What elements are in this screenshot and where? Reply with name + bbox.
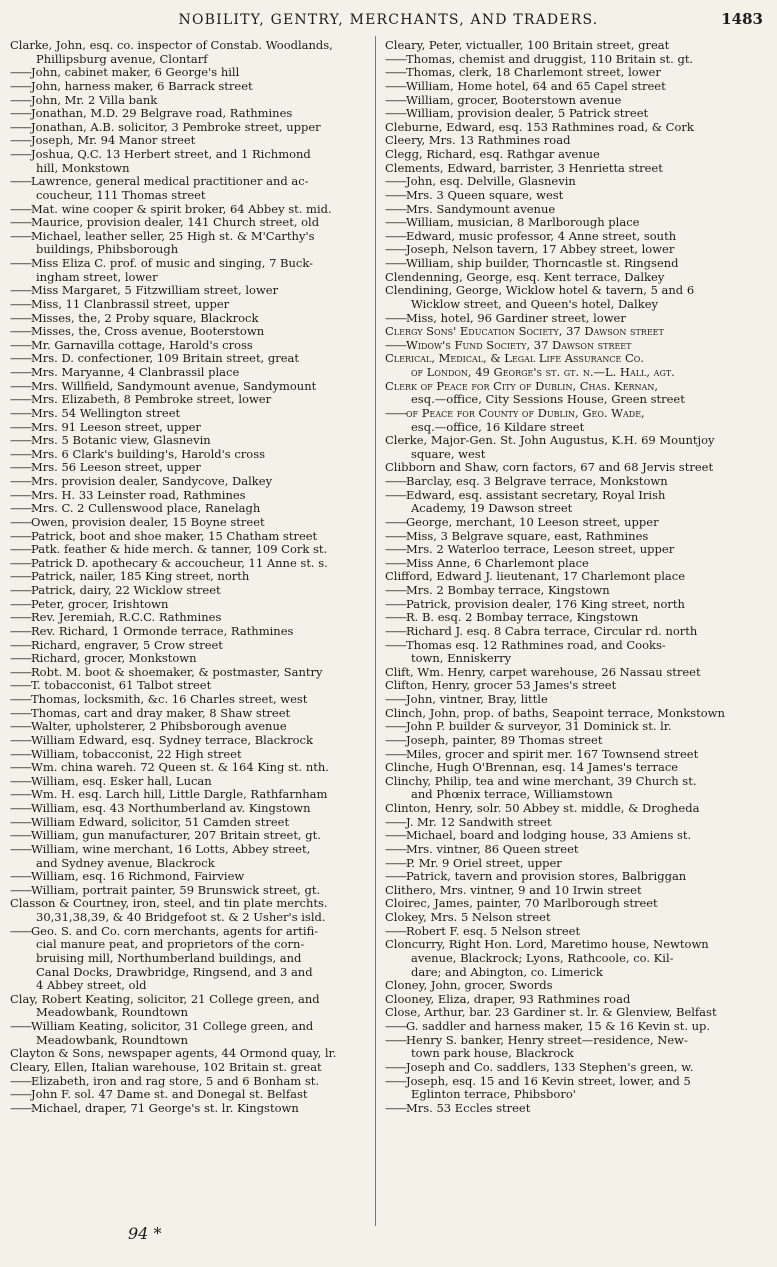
- directory-entry: —— Widow's Fund Society, 37 Dawson street: [385, 339, 745, 353]
- directory-entry: —— Wm. china wareh. 72 Queen st. & 164 King st. nth.: [10, 761, 370, 775]
- directory-entry: —— G. saddler and harness maker, 15 & 16 Kevin st. up.: [385, 1020, 745, 1034]
- directory-entry: cial manure peat, and proprietors of the corn-: [36, 938, 305, 952]
- directory-entry: Clifford, Edward J. lieutenant, 17 Charlemont place: [385, 570, 685, 584]
- directory-entry: —— William, esq. 43 Northumberland av. Kingstown: [10, 802, 370, 816]
- directory-entry: —— Joseph, Mr. 94 Manor street: [10, 134, 370, 148]
- directory-column-right: [385, 39, 745, 1219]
- directory-entry: —— Mrs. 91 Leeson street, upper: [10, 421, 370, 435]
- directory-entry: Clay, Robert Keating, solicitor, 21 College green, and: [10, 992, 320, 1006]
- directory-entry: Wicklow street, and Queen's hotel, Dalkey: [411, 297, 658, 311]
- directory-entry: —— Miss, 3 Belgrave square, east, Rathmines: [385, 530, 745, 544]
- directory-entry: Clergy Sons' Education Society, 37 Dawson street: [385, 325, 664, 339]
- directory-entry: —— T. tobacconist, 61 Talbot street: [10, 679, 370, 693]
- directory-entry: Clerical, Medical, & Legal Life Assurance Co.: [385, 352, 645, 366]
- page-header: [0, 10, 777, 34]
- directory-entry: Clift, Wm. Henry, carpet warehouse, 26 Nassau street: [385, 665, 701, 679]
- directory-entry: Cleary, Peter, victualler, 100 Britain street, great: [385, 39, 670, 52]
- directory-entry: —— Walter, upholsterer, 2 Phibsborough avenue: [10, 720, 370, 734]
- directory-entry: —— Mrs. 6 Clark's building's, Harold's cross: [10, 448, 370, 462]
- directory-entry: —— William Keating, solicitor, 31 College green, and: [10, 1020, 370, 1034]
- directory-entry: Clendenning, George, esq. Kent terrace, Dalkey: [385, 270, 665, 284]
- directory-entry: Clegg, Richard, esq. Rathgar avenue: [385, 148, 600, 161]
- directory-entry: town, Enniskerry: [411, 652, 512, 666]
- directory-entry: Cleary, Ellen, Italian warehouse, 102 Britain st. great: [10, 1060, 322, 1074]
- directory-entry: —— Lawrence, general medical practitioner and ac-: [10, 175, 370, 189]
- directory-entry: Clithero, Mrs. vintner, 9 and 10 Irwin street: [385, 883, 642, 897]
- directory-entry: —— Michael, draper, 71 George's st. lr. Kingstown: [10, 1102, 370, 1116]
- directory-entry: —— Rev. Richard, 1 Ormonde terrace, Rathmines: [10, 625, 370, 639]
- directory-entry: —— Jonathan, A.B. solicitor, 3 Pembroke street, upper: [10, 121, 370, 135]
- directory-entry: Clinche, Hugh O'Brennan, esq. 14 James's terrace: [385, 761, 679, 775]
- directory-entry: —— Patrick, tavern and provision stores, Balbriggan: [385, 870, 745, 884]
- directory-entry: —— Owen, provision dealer, 15 Boyne street: [10, 516, 370, 530]
- directory-entry: —— William, ship builder, Thorncastle st. Ringsend: [385, 257, 745, 271]
- directory-entry: Clokey, Mrs. 5 Nelson street: [385, 911, 551, 924]
- directory-entry: —— Mrs. 56 Leeson street, upper: [10, 461, 370, 475]
- directory-entry: —— Miss, hotel, 96 Gardiner street, lower: [385, 312, 745, 326]
- directory-entry: Meadowbank, Roundtown: [36, 1006, 189, 1020]
- directory-entry: —— William, grocer, Booterstown avenue: [385, 94, 745, 108]
- directory-entry: Academy, 19 Dawson street: [411, 502, 573, 516]
- directory-entry: —— Misses, the, 2 Proby square, Blackrock: [10, 312, 370, 326]
- directory-entry: —— Wm. H. esq. Larch hill, Little Dargle, Rathfarnham: [10, 788, 370, 802]
- directory-entry: —— Richard J. esq. 8 Cabra terrace, Circular rd. north: [385, 625, 745, 639]
- directory-entry: Cloney, John, grocer, Swords: [385, 979, 553, 993]
- directory-entry: bruising mill, Northumberland buildings, and: [36, 951, 302, 965]
- directory-entry: town park house, Blackrock: [411, 1047, 574, 1061]
- directory-entry: —— John, vintner, Bray, little: [385, 693, 745, 707]
- directory-entry: —— John, esq. Delville, Glasnevin: [385, 175, 745, 189]
- directory-entry: —— Patk. feather & hide merch. & tanner, 109 Cork st.: [10, 543, 370, 557]
- directory-entry: —— Michael, board and lodging house, 33 Amiens st.: [385, 829, 745, 843]
- directory-entry: —— Richard, engraver, 5 Crow street: [10, 639, 370, 653]
- directory-entry: Phillipsburg avenue, Clontarf: [36, 52, 208, 66]
- directory-entry: —— Mrs. 3 Queen square, west: [385, 189, 745, 203]
- directory-entry: —— Mrs. 2 Bombay terrace, Kingstown: [385, 584, 745, 598]
- directory-entry: esq.—office, City Sessions House, Green street: [411, 393, 685, 407]
- directory-entry: —— Thomas, chemist and druggist, 110 Britain st. gt.: [385, 53, 745, 67]
- directory-entry: Clerke, Major-Gen. St. John Augustus, K.H. 69 Mountjoy: [385, 434, 715, 448]
- directory-entry: —— Mrs. Maryanne, 4 Clanbrassil place: [10, 366, 370, 380]
- directory-entry: —— R. B. esq. 2 Bombay terrace, Kingstown: [385, 611, 745, 625]
- directory-entry: —— John, harness maker, 6 Barrack street: [10, 80, 370, 94]
- directory-entry: —— P. Mr. 9 Oriel street, upper: [385, 857, 745, 871]
- directory-entry: Clibborn and Shaw, corn factors, 67 and 68 Jervis street: [385, 461, 714, 475]
- directory-entry: —— William Edward, esq. Sydney terrace, Blackrock: [10, 734, 370, 748]
- directory-entry: Cloirec, James, painter, 70 Marlborough street: [385, 897, 658, 911]
- directory-entry: —— Rev. Jeremiah, R.C.C. Rathmines: [10, 611, 370, 625]
- directory-entry: —— William, provision dealer, 5 Patrick street: [385, 107, 745, 121]
- directory-entry: —— Thomas, clerk, 18 Charlemont street, lower: [385, 66, 745, 80]
- directory-entry: —— John, cabinet maker, 6 George's hill: [10, 66, 370, 80]
- directory-entry: Meadowbank, Roundtown: [36, 1033, 189, 1047]
- directory-entry: buildings, Phibsborough: [36, 243, 179, 257]
- directory-entry: —— Mrs. Willfield, Sandymount avenue, Sandymount: [10, 380, 370, 394]
- directory-entry: —— Miss Margaret, 5 Fitzwilliam street, lower: [10, 284, 370, 298]
- directory-entry: —— Mrs. provision dealer, Sandycove, Dalkey: [10, 475, 370, 489]
- directory-entry: —— Mrs. 2 Waterloo terrace, Leeson street, upper: [385, 543, 745, 557]
- directory-entry: Clements, Edward, barrister, 3 Henrietta street: [385, 161, 663, 175]
- directory-entry: —— William, wine merchant, 16 Lotts, Abbey street,: [10, 843, 370, 857]
- directory-entry: —— Mrs. vintner, 86 Queen street: [385, 843, 745, 857]
- directory-entry: —— William Edward, solicitor, 51 Camden street: [10, 816, 370, 830]
- directory-entry: Clinton, Henry, solr. 50 Abbey st. middle, & Drogheda: [385, 802, 700, 815]
- directory-entry: coucheur, 111 Thomas street: [36, 188, 206, 202]
- directory-entry: —— William, tobacconist, 22 High street: [10, 748, 370, 762]
- directory-entry: —— Maurice, provision dealer, 141 Church street, old: [10, 216, 370, 230]
- directory-entry: —— George, merchant, 10 Leeson street, upper: [385, 516, 745, 530]
- directory-entry: —— Joseph, esq. 15 and 16 Kevin street, lower, and 5: [385, 1075, 745, 1089]
- directory-entry: —— Henry S. banker, Henry street—residence, New-: [385, 1034, 745, 1048]
- directory-entry: —— Miss, 11 Clanbrassil street, upper: [10, 298, 370, 312]
- directory-entry: —— Edward, music professor, 4 Anne street, south: [385, 230, 745, 244]
- column-divider: [375, 36, 376, 1226]
- directory-entry: hill, Monkstown: [36, 161, 130, 175]
- directory-entry: —— Joseph, painter, 89 Thomas street: [385, 734, 745, 748]
- directory-entry: square, west: [411, 447, 486, 461]
- directory-entry: and Phœnix terrace, Williamstown: [411, 788, 613, 802]
- directory-entry: Clendining, George, Wicklow hotel & tavern, 5 and 6: [385, 284, 695, 298]
- directory-entry: —— William, portrait painter, 59 Brunswick street, gt.: [10, 884, 370, 898]
- directory-entry: —— William, esq. 16 Richmond, Fairview: [10, 870, 370, 884]
- directory-entry: —— John F. sol. 47 Dame st. and Donegal st. Belfast: [10, 1088, 370, 1102]
- directory-entry: Clinch, John, prop. of baths, Seapoint terrace, Monkstown: [385, 706, 725, 720]
- directory-entry: avenue, Blackrock; Lyons, Rathcoole, co. Kil-: [411, 951, 674, 965]
- directory-entry: —— Patrick, dairy, 22 Wicklow street: [10, 584, 370, 598]
- directory-entry: Close, Arthur, bar. 23 Gardiner st. lr. & Glenview, Belfast: [385, 1006, 717, 1020]
- directory-entry: —— Michael, leather seller, 25 High st. & M'Carthy's: [10, 230, 370, 244]
- directory-entry: —— Robert F. esq. 5 Nelson street: [385, 925, 745, 939]
- page-title: NOBILITY, GENTRY, MERCHANTS, AND TRADERS.: [178, 12, 599, 28]
- directory-entry: —— Mrs. C. 2 Cullenswood place, Ranelagh: [10, 502, 370, 516]
- directory-entry: dare; and Abington, co. Limerick: [411, 965, 603, 979]
- directory-entry: —— Miss Anne, 6 Charlemont place: [385, 557, 745, 571]
- directory-entry: Clerk of Peace for City of Dublin, Chas. Kernan,: [385, 379, 658, 393]
- directory-entry: —— Jonathan, M.D. 29 Belgrave road, Rathmines: [10, 107, 370, 121]
- directory-entry: of London, 49 George's st. gt. n.—L. Hall, agt.: [411, 366, 675, 379]
- directory-entry: Clooney, Eliza, draper, 93 Rathmines road: [385, 992, 631, 1006]
- directory-entry: and Sydney avenue, Blackrock: [36, 856, 215, 870]
- directory-entry: —— Thomas esq. 12 Rathmines road, and Cooks-: [385, 639, 745, 653]
- directory-entry: —— William, musician, 8 Marlborough place: [385, 216, 745, 230]
- directory-entry: 4 Abbey street, old: [36, 979, 147, 993]
- directory-entry: —— Miles, grocer and spirit mer. 167 Townsend street: [385, 748, 745, 762]
- directory-entry: —— Misses, the, Cross avenue, Booterstown: [10, 325, 370, 339]
- directory-entry: —— Thomas, cart and dray maker, 8 Shaw street: [10, 707, 370, 721]
- directory-entry: Clarke, John, esq. co. inspector of Constab. Woodlands,: [10, 39, 333, 52]
- directory-entry: —— Robt. M. boot & shoemaker, & postmaster, Santry: [10, 666, 370, 680]
- directory-entry: —— Barclay, esq. 3 Belgrave terrace, Monkstown: [385, 475, 745, 489]
- directory-entry: —— Mrs. 5 Botanic view, Glasnevin: [10, 434, 370, 448]
- directory-entry: —— Mrs. Sandymount avenue: [385, 203, 745, 217]
- directory-entry: —— John P. builder & surveyor, 31 Dominick st. lr.: [385, 720, 745, 734]
- directory-entry: —— Joshua, Q.C. 13 Herbert street, and 1 Richmond: [10, 148, 370, 162]
- directory-entry: Clinchy, Philip, tea and wine merchant, 39 Church st.: [385, 774, 697, 788]
- directory-entry: —— Peter, grocer, Irishtown: [10, 598, 370, 612]
- directory-column-left: [10, 39, 370, 1219]
- directory-entry: Clayton & Sons, newspaper agents, 44 Ormond quay, lr.: [10, 1047, 337, 1061]
- directory-entry: —— Patrick, provision dealer, 176 King street, north: [385, 598, 745, 612]
- directory-entry: —— William, Home hotel, 64 and 65 Capel street: [385, 80, 745, 94]
- directory-entry: —— J. Mr. 12 Sandwith street: [385, 816, 745, 830]
- signature-mark: 94 *: [128, 1224, 162, 1243]
- directory-entry: Cleery, Mrs. 13 Rathmines road: [385, 134, 571, 148]
- directory-entry: —— William, gun manufacturer, 207 Britain street, gt.: [10, 829, 370, 843]
- directory-entry: —— Joseph, Nelson tavern, 17 Abbey street, lower: [385, 243, 745, 257]
- directory-entry: —— of Peace for County of Dublin, Geo. Wade,: [385, 407, 745, 421]
- directory-entry: —— Mat. wine cooper & spirit broker, 64 Abbey st. mid.: [10, 203, 370, 217]
- directory-entry: —— Geo. S. and Co. corn merchants, agents for artifi-: [10, 925, 370, 939]
- directory-entry: —— Thomas, locksmith, &c. 16 Charles street, west: [10, 693, 370, 707]
- directory-entry: 30,31,38,39, & 40 Bridgefoot st. & 2 Usher's isld.: [36, 911, 326, 924]
- directory-entry: —— Patrick, boot and shoe maker, 15 Chatham street: [10, 530, 370, 544]
- page-number: 1483: [721, 10, 763, 28]
- directory-entry: —— John, Mr. 2 Villa bank: [10, 94, 370, 108]
- directory-entry: —— Mrs. D. confectioner, 109 Britain street, great: [10, 352, 370, 366]
- directory-entry: —— Mr. Garnavilla cottage, Harold's cross: [10, 339, 370, 353]
- directory-entry: —— Patrick D. apothecary & accoucheur, 11 Anne st. s.: [10, 557, 370, 571]
- directory-entry: —— Mrs. 54 Wellington street: [10, 407, 370, 421]
- directory-entry: —— Mrs. 53 Eccles street: [385, 1102, 745, 1116]
- directory-entry: Cloncurry, Right Hon. Lord, Maretimo house, Newtown: [385, 938, 709, 952]
- directory-entry: —— Edward, esq. assistant secretary, Royal Irish: [385, 489, 745, 503]
- directory-entry: ingham street, lower: [36, 270, 158, 284]
- directory-entry: esq.—office, 16 Kildare street: [411, 420, 585, 434]
- directory-entry: —— William, esq. Esker hall, Lucan: [10, 775, 370, 789]
- directory-entry: —— Joseph and Co. saddlers, 133 Stephen's green, w.: [385, 1061, 745, 1075]
- directory-entry: —— Mrs. H. 33 Leinster road, Rathmines: [10, 489, 370, 503]
- directory-entry: —— Richard, grocer, Monkstown: [10, 652, 370, 666]
- directory-entry: Classon & Courtney, iron, steel, and tin plate merchts.: [10, 897, 328, 911]
- directory-entry: Cleburne, Edward, esq. 153 Rathmines road, & Cork: [385, 120, 694, 134]
- directory-entry: Eglinton terrace, Phibsboro': [411, 1088, 576, 1102]
- directory-entry: —— Mrs. Elizabeth, 8 Pembroke street, lower: [10, 393, 370, 407]
- directory-entry: Canal Docks, Drawbridge, Ringsend, and 3 and: [36, 965, 313, 979]
- directory-entry: Clifton, Henry, grocer 53 James's street: [385, 679, 617, 693]
- directory-entry: —— Patrick, nailer, 185 King street, north: [10, 570, 370, 584]
- directory-entry: —— Miss Eliza C. prof. of music and singing, 7 Buck-: [10, 257, 370, 271]
- directory-entry: —— Elizabeth, iron and rag store, 5 and 6 Bonham st.: [10, 1075, 370, 1089]
